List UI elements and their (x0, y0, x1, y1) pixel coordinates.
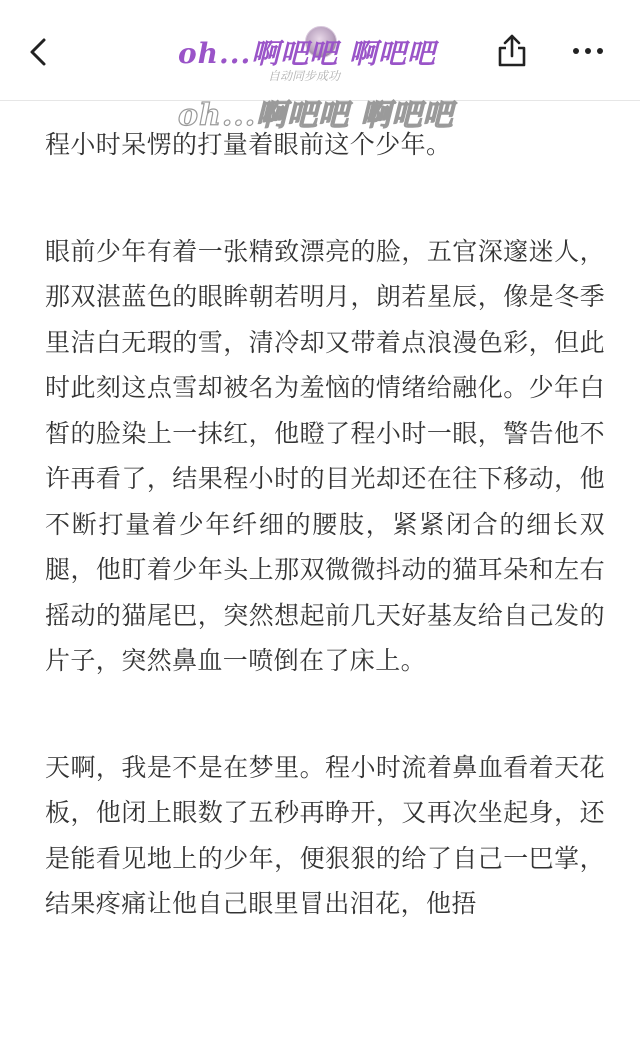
watermark-subtitle: 自动同步成功 (268, 69, 341, 83)
top-nav-bar (0, 0, 640, 101)
back-button[interactable] (22, 32, 58, 72)
watermark-overlay: oh...啊吧吧 啊吧吧 (178, 98, 454, 133)
watermark-title: oh...啊吧吧 啊吧吧 (178, 37, 437, 70)
article-paragraph: 眼前少年有着一张精致漂亮的脸，五官深邃迷人，那双湛蓝色的眼眸朝若明月，朗若星辰，像是冬季里洁白无瑕的雪，清冷却又带着点浪漫色彩，但此时此刻这点雪却被名为羞恼的情绪给融化。少年白皙的脸染上一抹红，他瞪了程小时一眼，警告他不许再看了，结果程小时的目光却还在往下移动，他不断打量着少年纤细的腰肢，紧紧闭合的细长双腿，他盯着少年头上那双微微抖动的猫耳朵和左右摇动的猫尾巴，突然想起前几天好基友给自己发的片子，突然鼻血一喷倒在了床上。 (45, 236, 605, 675)
chevron-left-icon (22, 32, 58, 72)
article-paragraph: 程小时呆愣的打量着眼前这个少年。 (45, 130, 452, 159)
article-paragraph: 天啊，我是不是在梦里。程小时流着鼻血看着天花板，他闭上眼数了五秒再睁开，又再次坐起身，还是能看见地上的少年，便狠狠的给了自己一巴掌，结果疼痛让他自己眼里冒出泪花，他捂 (45, 752, 605, 918)
share-icon (494, 31, 530, 71)
more-horizontal-icon (568, 36, 608, 66)
article-body (45, 122, 605, 988)
share-button[interactable] (494, 31, 530, 71)
more-button[interactable] (568, 36, 608, 66)
